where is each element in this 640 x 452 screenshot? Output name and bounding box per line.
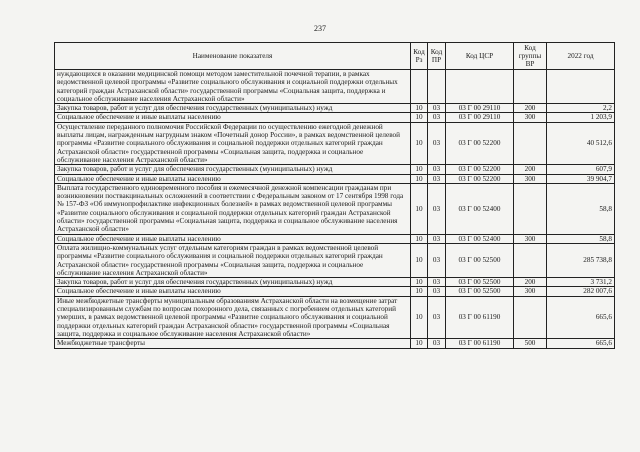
cell-name: Осуществление переданного полномочия Российской Федерации по осуществлению ежегодной денежной выплаты лицам, награжденным нагрудным знаком «Почетный донор России», в рамках ведомственной целевой программы «Развитие социального обслуживания и социальной поддержки отдельных категорий граждан Астраханской области» государственной программы «Социальная защита, поддержка и социальное обслуживание населения Астраханской области» xyxy=(55,122,411,164)
page-number: 237 xyxy=(314,24,326,33)
cell-year-value: 39 904,7 xyxy=(547,174,615,183)
cell-name: Закупка товаров, работ и услуг для обеспечения государственных (муниципальных) нужд xyxy=(55,104,411,113)
cell-rz: 10 xyxy=(411,165,428,174)
cell-rz: 10 xyxy=(411,339,428,348)
header-pr: Код ПР xyxy=(428,43,446,70)
cell-csr: 03 Г 00 52400 xyxy=(446,183,514,234)
cell-csr: 03 Г 00 52500 xyxy=(446,287,514,296)
cell-vr xyxy=(514,122,547,164)
cell-vr xyxy=(514,70,547,104)
cell-year-value: 665,6 xyxy=(547,339,615,348)
cell-pr xyxy=(428,70,446,104)
cell-name: Закупка товаров, работ и услуг для обеспечения государственных (муниципальных) нужд xyxy=(55,278,411,287)
cell-name: Иные межбюджетные трансферты муниципальным образованиям Астраханской области на возмещение затрат специализированным службам по вопросам похоронного дела, связанных с погребением отдельных категорий умерших, в рамках ведомственной целевой программы «Развитие социального обслуживания и социальной поддержки отдельных категорий граждан Астраханской области» государственной программы «Социальная защита, поддержка и социальное обслуживание населения Астраханской области» xyxy=(55,296,411,338)
table-row xyxy=(55,122,615,164)
cell-vr: 200 xyxy=(514,165,547,174)
cell-rz: 10 xyxy=(411,174,428,183)
header-name: Наименование показателя xyxy=(55,43,411,70)
cell-year-value: 3 731,2 xyxy=(547,278,615,287)
cell-rz: 10 xyxy=(411,183,428,234)
cell-pr: 03 xyxy=(428,287,446,296)
table-row xyxy=(55,278,615,287)
cell-csr: 03 Г 00 52200 xyxy=(446,122,514,164)
cell-year-value: 607,9 xyxy=(547,165,615,174)
cell-rz: 10 xyxy=(411,296,428,338)
cell-vr xyxy=(514,183,547,234)
cell-vr: 300 xyxy=(514,113,547,122)
cell-rz xyxy=(411,70,428,104)
table-row xyxy=(55,243,615,277)
cell-year-value: 2,2 xyxy=(547,104,615,113)
cell-year-value: 285 738,8 xyxy=(547,243,615,277)
cell-name: Закупка товаров, работ и услуг для обеспечения государственных (муниципальных) нужд xyxy=(55,165,411,174)
cell-vr xyxy=(514,296,547,338)
cell-pr: 03 xyxy=(428,113,446,122)
header-csr: Код ЦСР xyxy=(446,43,514,70)
cell-name: Социальное обеспечение и иные выплаты населению xyxy=(55,234,411,243)
cell-name: Социальное обеспечение и иные выплаты населению xyxy=(55,287,411,296)
cell-vr: 300 xyxy=(514,174,547,183)
cell-year-value: 665,6 xyxy=(547,296,615,338)
cell-csr: 03 Г 00 52400 xyxy=(446,234,514,243)
cell-pr: 03 xyxy=(428,296,446,338)
cell-pr: 03 xyxy=(428,234,446,243)
cell-name: Социальное обеспечение и иные выплаты населению xyxy=(55,174,411,183)
cell-pr: 03 xyxy=(428,183,446,234)
cell-csr: 03 Г 00 52500 xyxy=(446,278,514,287)
table-row xyxy=(55,339,615,348)
cell-rz: 10 xyxy=(411,234,428,243)
cell-name: Выплата государственного единовременного пособия и ежемесячной денежной компенсации гражданам при возникновении поствакцинальных осложнений в соответствии с Федеральным законом от 17 сентября 1998 года № 157-ФЗ «Об иммунопрофилактике инфекционных болезней» в рамках ведомственной целевой программы «Развитие социального обслуживания и социальной поддержки отдельных категорий граждан Астраханской области» государственной программы «Социальная защита, поддержка и социальное обслуживание населения Астраханской области» xyxy=(55,183,411,234)
cell-year-value xyxy=(547,70,615,104)
cell-pr: 03 xyxy=(428,104,446,113)
cell-csr: 03 Г 00 52200 xyxy=(446,174,514,183)
cell-rz: 10 xyxy=(411,278,428,287)
table-header-row xyxy=(55,43,615,70)
cell-year-value: 58,8 xyxy=(547,183,615,234)
cell-year-value: 1 203,9 xyxy=(547,113,615,122)
cell-year-value: 282 007,6 xyxy=(547,287,615,296)
cell-csr xyxy=(446,70,514,104)
header-vr: Код группы ВР xyxy=(514,43,547,70)
cell-vr: 300 xyxy=(514,234,547,243)
cell-pr: 03 xyxy=(428,174,446,183)
cell-csr: 03 Г 00 61190 xyxy=(446,339,514,348)
cell-pr: 03 xyxy=(428,339,446,348)
cell-rz: 10 xyxy=(411,113,428,122)
cell-csr: 03 Г 00 29110 xyxy=(446,104,514,113)
cell-csr: 03 Г 00 52200 xyxy=(446,165,514,174)
cell-vr xyxy=(514,243,547,277)
cell-name: Оплата жилищно-коммунальных услуг отдельным категориям граждан в рамках ведомственной целевой программы «Развитие социального обслуживания и социальной поддержки отдельных категорий граждан Астраханской области» государственной программы «Социальная защита, поддержка и социальное обслуживание населения Астраханской области» xyxy=(55,243,411,277)
cell-vr: 200 xyxy=(514,278,547,287)
cell-csr: 03 Г 00 29110 xyxy=(446,113,514,122)
table-row xyxy=(55,113,615,122)
table-row xyxy=(55,183,615,234)
cell-csr: 03 Г 00 52500 xyxy=(446,243,514,277)
budget-table xyxy=(54,42,615,349)
cell-name: нуждающихся в оказании медицинской помощи методом заместительной почечной терапии, в рамках ведомственной целевой программы «Развитие социального обслуживания и социальной поддержки отдельных категорий граждан Астраханской области» государственной программы «Социальная защита, поддержка и социальное обслуживание населения Астраханской области» xyxy=(55,70,411,104)
cell-year-value: 58,8 xyxy=(547,234,615,243)
table-row xyxy=(55,174,615,183)
table-row xyxy=(55,296,615,338)
header-rz: Код Рз xyxy=(411,43,428,70)
table-row xyxy=(55,165,615,174)
cell-year-value: 40 512,6 xyxy=(547,122,615,164)
cell-vr: 500 xyxy=(514,339,547,348)
cell-name: Социальное обеспечение и иные выплаты населению xyxy=(55,113,411,122)
cell-rz: 10 xyxy=(411,122,428,164)
cell-rz: 10 xyxy=(411,287,428,296)
cell-pr: 03 xyxy=(428,278,446,287)
cell-pr: 03 xyxy=(428,243,446,277)
cell-vr: 200 xyxy=(514,104,547,113)
table-row xyxy=(55,104,615,113)
cell-rz: 10 xyxy=(411,243,428,277)
cell-rz: 10 xyxy=(411,104,428,113)
cell-name: Межбюджетные трансферты xyxy=(55,339,411,348)
cell-csr: 03 Г 00 61190 xyxy=(446,296,514,338)
table-row xyxy=(55,70,615,104)
header-year: 2022 год xyxy=(547,43,615,70)
table-row xyxy=(55,234,615,243)
cell-pr: 03 xyxy=(428,165,446,174)
table-row xyxy=(55,287,615,296)
cell-vr: 300 xyxy=(514,287,547,296)
cell-pr: 03 xyxy=(428,122,446,164)
